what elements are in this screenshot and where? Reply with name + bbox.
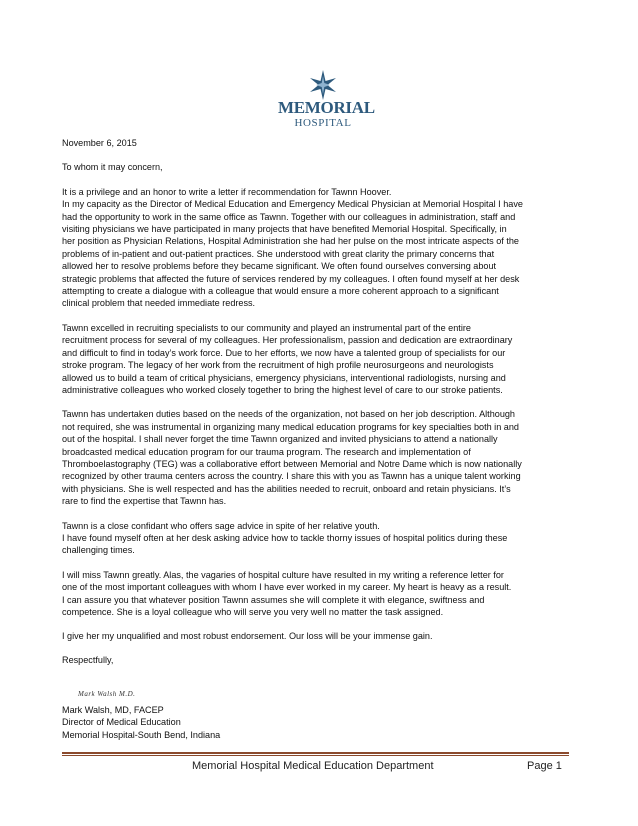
text-line: clinical problem that needed immediate redress. [62,298,256,309]
text-line: problems of in-patient and out-patient practices. She understood with great clarity the primary concerns that [62,248,495,259]
paragraph-4 [62,520,572,557]
text-line: strategic problems that affected the future of services rendered by my colleagues. I often found myself at her desk [62,273,520,284]
text-line: Tawnn excelled in recruiting specialists to our community and played an instrumental part of the entire [62,322,471,333]
text-line: administrative colleagues who worked closely together to bring the highest level of care to our stroke patients. [62,384,503,395]
text-line: allowed her to resolve problems before they became significant. We often found ourselves conversing about [62,261,497,272]
footer-divider-thin [62,755,569,756]
paragraph-2 [62,322,572,396]
text-line: I can assure you that whatever position Tawnn assumes she will complete it with elegance, swiftness and [62,594,485,605]
signer-name: Mark Walsh, MD, FACEP [62,705,164,715]
text-line: out of the hospital. I shall never forget the time Tawnn organized and invited physicians to attend a nationally [62,434,498,445]
text-line: Tawnn has undertaken duties based on the needs of the organization, not based on her job description. Although [62,409,515,420]
text-line: broadcasted medical education program for our trauma program. The research and implementation of [62,446,471,457]
signer-organization: Memorial Hospital-South Bend, Indiana [62,729,221,740]
hospital-logo [278,70,375,136]
text-line: stroke program. The legacy of her work from the recruitment of high profile neurosurgeons and neurologists [62,360,494,371]
text-line: It is a privilege and an honor to write a letter if recommendation for Tawnn Hoover. [62,186,392,197]
paragraph-5 [62,569,572,619]
signature-block [62,704,220,741]
paragraph-3 [62,408,572,507]
letter-body [62,137,572,678]
text-line: recognized by other trauma centers across the country. I share this with you as Tawnn has a unique talent working [62,471,521,482]
footer-department: Memorial Hospital Medical Education Department [192,760,434,772]
text-line: competence. She is a loyal colleague who will serve you very well no matter the task assigned. [62,607,444,617]
text-line: one of the most important colleagues with whom I have ever worked in my career. My heart is heavy as a result. [62,582,512,593]
signer-title: Director of Medical Education [62,717,181,728]
logo-name-line2: HOSPITAL [294,117,352,129]
footer-divider [62,752,569,754]
text-line: with physicians. She is well respected and has the abilities needed to recruit, onboard and retain physicians. It’s [62,483,511,494]
text-line: I will miss Tawnn greatly. Alas, the vagaries of hospital culture have resulted in my writing a reference letter for [62,569,504,580]
paragraph-6 [62,630,572,642]
text-line: visiting physicians we have participated in many projects that have benefited Memorial Hospital. Specifically, in [62,224,507,235]
text-line: rare to find the expertise that Tawnn has. [62,496,227,507]
text-line: attempting to create a dialogue with a colleague that would ensure a more coherent approach to a significant [62,286,499,297]
letter-date: November 6, 2015 [62,138,137,148]
paragraph-1 [62,186,572,310]
letter-closing: Respectfully, [62,654,114,665]
logo-name-line1: MEMORIAL [278,98,375,117]
footer-page-number: Page 1 [527,760,562,772]
text-line: I give her my unqualified and most robust endorsement. Our loss will be your immense gain. [62,631,433,642]
text-line: Thromboelastography (TEG) was a collaborative effort between Memorial and Notre Dame which is now nationally [62,458,522,469]
text-line: had the opportunity to work in the same office as Tawnn. Together with our colleagues in administration, staff and [62,211,516,222]
letter-salutation: To whom it may concern, [62,162,163,173]
star-icon [308,70,338,100]
text-line: allowed us to build a team of critical physicians, emergency physicians, interventional radiologists, nursing and [62,372,506,383]
text-line: Tawnn is a close confidant who offers sage advice in spite of her relative youth. [62,520,380,531]
text-line: I have found myself often at her desk asking advice how to tackle thorny issues of hospital politics during these [62,532,508,543]
text-line: her position as Physician Relations, Hospital Administration she had her pulse on the most intricate aspects of the [62,236,519,247]
text-line: not required, she was instrumental in organizing many medical education programs for key specialties both in and [62,421,519,432]
text-line: recruitment process for several of my colleagues. Her professionalism, passion and dedication are extraordinary [62,335,513,346]
text-line: challenging times. [62,545,135,556]
text-line: and difficult to find in today’s work force. Due to her efforts, we now have a talented group of specialists for our [62,347,506,358]
handwritten-signature: Mark Walsh M.D. [78,690,136,698]
text-line: In my capacity as the Director of Medical Education and Emergency Medical Physician at Memorial Hospital I have [62,199,523,210]
